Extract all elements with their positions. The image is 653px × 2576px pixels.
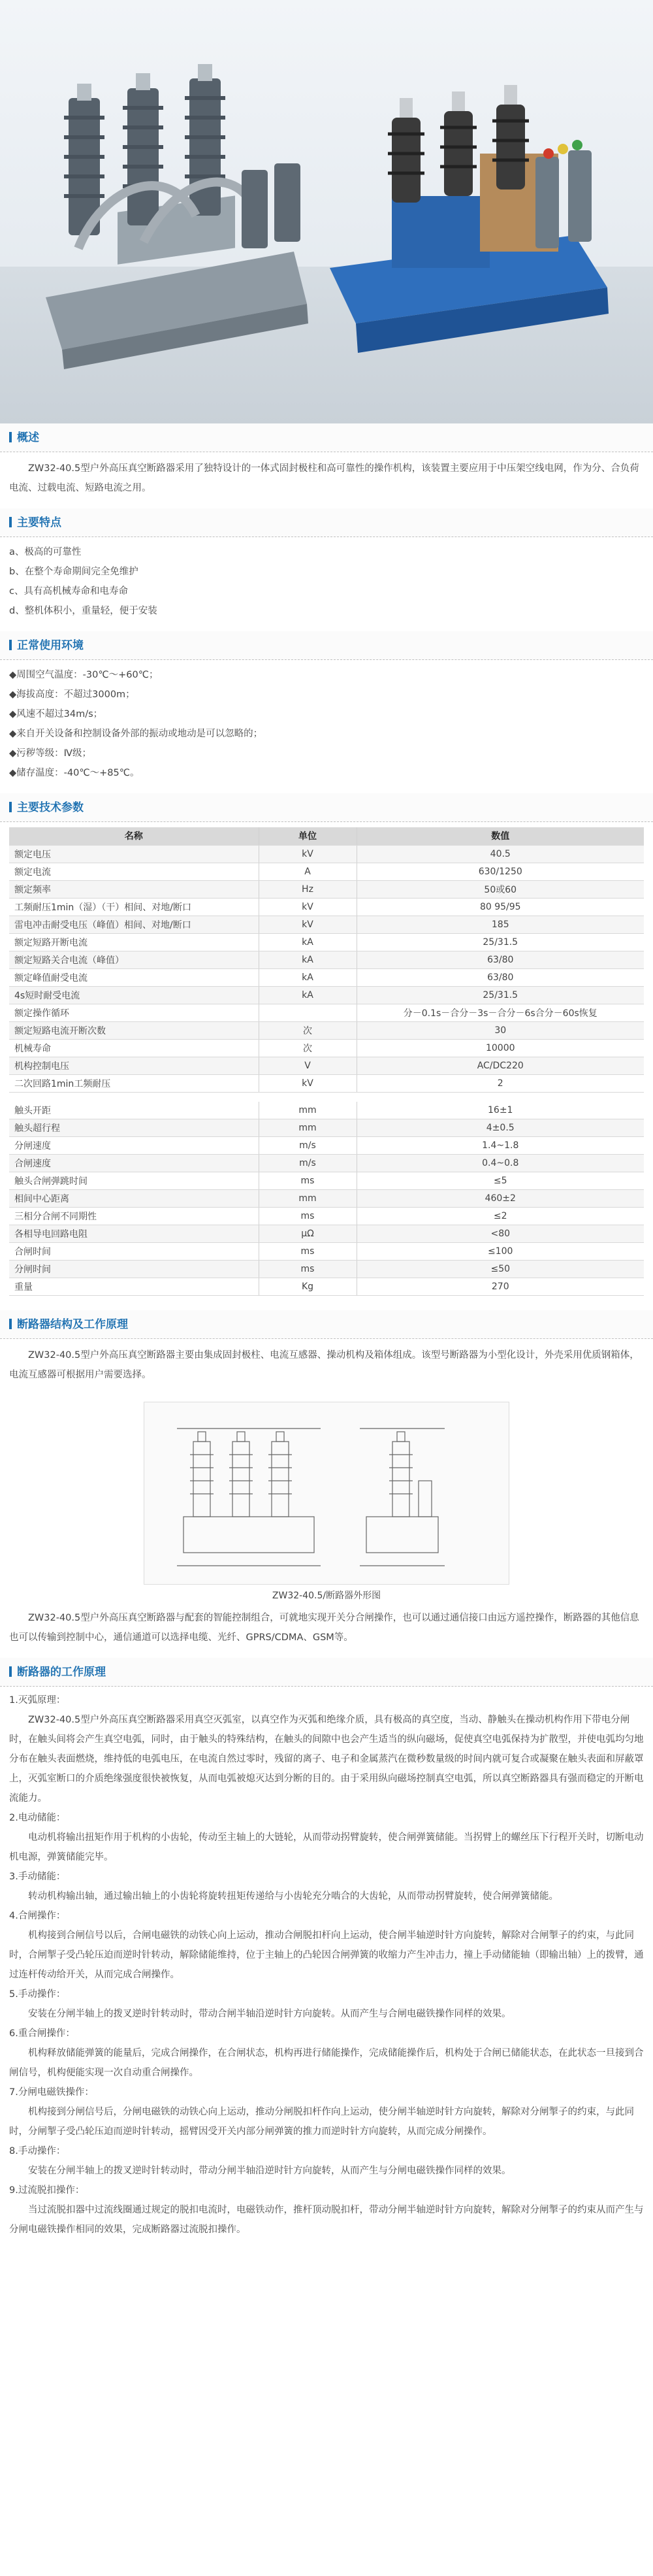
table-row (9, 1155, 644, 1172)
param-name-cell: 额定电压 (9, 845, 259, 863)
table-row (9, 898, 644, 916)
param-value-cell: <80 (357, 1225, 644, 1243)
principle-text: 安装在分闸半轴上的拨叉逆时针转动时，带动分闸半轴沿逆时针方向旋转，从而产生与分闸电磁铁操作同样的效果。 (28, 2166, 511, 2176)
grey-breaker-image (46, 64, 308, 369)
principle-heading: 1.灭弧原理： (9, 1695, 66, 1706)
table-row (9, 1004, 644, 1021)
table-row (9, 1074, 644, 1092)
param-unit-cell: m/s (259, 1155, 357, 1172)
principle-text: 当过流脱扣器中过流线圈通过规定的脱扣电流时，电磁铁动作，推杆顶动脱扣杆，带动分闸半轴逆时针方向旋转，解除对分闸掣子的约束从而产生与分闸电磁铁操作相同的效果，完成断路器过流脱扣操作。 (9, 2205, 644, 2235)
table-row (9, 1278, 644, 1296)
param-unit-cell: Hz (259, 880, 357, 898)
table-row (9, 986, 644, 1004)
param-value-cell: ≤50 (357, 1261, 644, 1278)
breaker-illustration (0, 0, 653, 423)
table-row (9, 1208, 644, 1225)
table-row (9, 1243, 644, 1261)
spec-table-mechanical (9, 1102, 644, 1296)
param-name-cell: 合闸速度 (9, 1155, 259, 1172)
list-item: c、具有高机械寿命和电寿命 (9, 586, 128, 597)
overview-text: ZW32-40.5型户外高压真空断路器采用了独特设计的一体式固封极柱和高可靠性的操作机构，该装置主要应用于中压架空线电网，作为分、合负荷电流、过载电流、短路电流之用。 (9, 463, 639, 493)
param-name-cell: 分闸时间 (9, 1261, 259, 1278)
param-value-cell: AC/DC220 (357, 1057, 644, 1074)
table-row (9, 845, 644, 863)
param-unit-cell: kA (259, 933, 357, 951)
param-value-cell: 270 (357, 1278, 644, 1296)
table-row (9, 863, 644, 880)
principle-heading: 6.重合闸操作： (9, 2028, 75, 2039)
param-unit-cell: kV (259, 898, 357, 916)
param-unit-cell: kA (259, 968, 357, 986)
param-unit-cell: ms (259, 1261, 357, 1278)
param-name-cell: 额定操作循环 (9, 1004, 259, 1021)
principle-heading: 5.手动操作： (9, 1989, 66, 2000)
param-unit-cell: A (259, 863, 357, 880)
column-header-name: 名称 (9, 827, 259, 845)
param-name-cell: 额定电流 (9, 863, 259, 880)
structure-text-2: ZW32-40.5型户外高压真空断路器与配套的智能控制组合，可就地实现开关分合闸操作，也可以通过通信接口由远方遥控操作，断路器的其他信息也可以传输到控制中心，通信通道可以选择电缆、光纤、GPRS/CDMA、GSM等。 (9, 1613, 639, 1643)
figure-caption: ZW32-40.5/断路器外形图 (272, 1591, 381, 1601)
param-value-cell: 460±2 (357, 1190, 644, 1208)
param-value-cell: 50或60 (357, 880, 644, 898)
param-unit-cell: ms (259, 1208, 357, 1225)
table-row (9, 968, 644, 986)
param-name-cell: 机构控制电压 (9, 1057, 259, 1074)
principle-text: 安装在分闸半轴上的拨叉逆时针转动时，带动合闸半轴沿逆时针方向旋转。从而产生与合闸电磁铁操作同样的效果。 (28, 2009, 511, 2019)
table-row (9, 1225, 644, 1243)
param-value-cell: 185 (357, 916, 644, 933)
param-name-cell: 相间中心距离 (9, 1190, 259, 1208)
table-row (9, 1261, 644, 1278)
param-value-cell: 40.5 (357, 845, 644, 863)
table-row (9, 1102, 644, 1119)
param-unit-cell: mm (259, 1102, 357, 1119)
param-value-cell: 10000 (357, 1039, 644, 1057)
param-name-cell: 三相分合闸不同期性 (9, 1208, 259, 1225)
features-list (0, 537, 653, 631)
spec-table-electrical (9, 827, 644, 1093)
section-title-overview: 概述 (0, 423, 653, 452)
principle-text: 机构接到合闸信号以后，合闸电磁铁的动铁心向上运动，推动合闸脱扣杆向上运动，使合闸半轴逆时针方向旋转，解除对合闸掣子的约束，与此同时，合闸掣子受凸轮压迫而逆时针转动，解除储能维持，位于主轴上的凸轮因合闸弹簧的收缩力产生冲击力，撞上手动储能轴（即输出轴）上的拨臂，通过连杆传动给开关，从而完成合闸操作。 (9, 1930, 644, 1980)
param-name-cell: 各相导电回路电阻 (9, 1225, 259, 1243)
environment-list (0, 660, 653, 793)
table-row (9, 880, 644, 898)
principle-heading: 8.手动操作： (9, 2146, 66, 2156)
table-row (9, 1190, 644, 1208)
principle-heading: 3.手动储能： (9, 1872, 66, 1882)
table-row (9, 933, 644, 951)
param-value-cell: ≤100 (357, 1243, 644, 1261)
param-value-cell: 25/31.5 (357, 933, 644, 951)
param-name-cell: 雷电冲击耐受电压（峰值）相间、对地/断口 (9, 916, 259, 933)
param-value-cell: 16±1 (357, 1102, 644, 1119)
table-row (9, 1119, 644, 1137)
param-name-cell: 额定短路电流开断次数 (9, 1021, 259, 1039)
list-item: b、在整个寿命期间完全免维护 (9, 567, 138, 577)
list-item: ◆储存温度：-40℃～+85℃。 (9, 768, 140, 778)
section-title-features: 主要特点 (0, 508, 653, 537)
principle-heading: 2.电动储能： (9, 1813, 66, 1823)
param-value-cell: 63/80 (357, 968, 644, 986)
blue-breaker-image (330, 85, 609, 353)
table-row (9, 1039, 644, 1057)
principle-heading: 4.合闸操作： (9, 1911, 66, 1921)
principle-text: 转动机构输出轴，通过输出轴上的小齿轮将旋转扭矩传递给与小齿轮充分啮合的大齿轮，从而带动拐臂旋转，使合闸弹簧储能。 (28, 1891, 558, 1902)
param-name-cell: 合闸时间 (9, 1243, 259, 1261)
param-unit-cell: 次 (259, 1021, 357, 1039)
param-unit-cell (259, 1004, 357, 1021)
param-value-cell: 630/1250 (357, 863, 644, 880)
principle-text: 机构释放储能弹簧的能量后，完成合闸操作，在合闸状态，机构再进行储能操作，完成储能操作后，机构处于合闸已储能状态，在此状态一旦接到合闸信号，机构便能实现一次自动重合闸操作。 (9, 2048, 644, 2078)
param-unit-cell: kV (259, 916, 357, 933)
param-name-cell: 机械寿命 (9, 1039, 259, 1057)
list-item: a、极高的可靠性 (9, 547, 82, 557)
param-unit-cell: kV (259, 1074, 357, 1092)
param-unit-cell: μΩ (259, 1225, 357, 1243)
param-unit-cell: m/s (259, 1137, 357, 1155)
param-value-cell: 0.4~0.8 (357, 1155, 644, 1172)
section-title-environment: 正常使用环境 (0, 631, 653, 660)
list-item: ◆风速不超过34m/s； (9, 709, 103, 719)
principle-text: 电动机将输出扭矩作用于机构的小齿轮，传动至主轴上的大链轮，从而带动拐臂旋转，使合闸弹簧储能。当拐臂上的螺丝压下行程开关时，切断电动机电源，弹簧储能完毕。 (9, 1832, 644, 1862)
principle-text: 机构接到分闸信号后，分闸电磁铁的动铁心向上运动，推动分闸脱扣杆作向上运动，使分闸半轴逆时针方向旋转，解除对分闸掣子的约束，与此同时，分闸掣子受凸轮压迫而逆时针转动，摇臂因受开关内部分闸弹簧的推力而逆时针方向旋转，从而完成分闸操作。 (9, 2107, 634, 2137)
param-value-cell: 80 95/95 (357, 898, 644, 916)
list-item: ◆污秽等级：Ⅳ级； (9, 748, 92, 759)
list-item: d、整机体积小，重量轻，便于安装 (9, 606, 157, 616)
param-name-cell: 额定频率 (9, 880, 259, 898)
table-row (9, 1172, 644, 1190)
table-row (9, 1057, 644, 1074)
table-row (9, 1137, 644, 1155)
table-row (9, 916, 644, 933)
section-title-specs: 主要技术参数 (0, 793, 653, 822)
principle-text: ZW32-40.5型户外高压真空断路器采用真空灭弧室，以真空作为灭弧和绝缘介质，具有极高的真空度，当动、静触头在操动机构作用下带电分闸时，在触头间将会产生真空电弧，同时，由于触头的特殊结构，在触头的间隙中也会产生适当的纵向磁场，促使真空电弧保持为扩散型，并使电弧均匀地分布在触头表面燃烧，维持低的电弧电压，在电流自然过零时，残留的离子、电子和金属蒸汽在微秒数量级的时间内就可复合或凝聚在触头表面和屏蔽罩上，灭弧室断口的介质绝缘强度很快被恢复，从而电弧被熄灭达到分断的目的。由于采用纵向磁场控制真空电弧，所以真空断路器具有强而稳定的开断电流能力。 (9, 1715, 644, 1804)
param-name-cell: 额定峰值耐受电流 (9, 968, 259, 986)
param-unit-cell: ms (259, 1243, 357, 1261)
param-value-cell: 2 (357, 1074, 644, 1092)
param-unit-cell: V (259, 1057, 357, 1074)
list-item: ◆海拔高度：不超过3000m； (9, 689, 135, 700)
param-value-cell: 63/80 (357, 951, 644, 968)
param-name-cell: 4s短时耐受电流 (9, 986, 259, 1004)
section-title-principle: 断路器的工作原理 (0, 1658, 653, 1687)
param-unit-cell: kA (259, 986, 357, 1004)
structure-text: ZW32-40.5型户外高压真空断路器主要由集成固封极柱、电流互感器、操动机构及箱体组成。该型号断路器为小型化设计，外壳采用优质钢箱体，电流互感器可根据用户需要选择。 (9, 1350, 639, 1380)
principle-heading: 9.过流脱扣操作： (9, 2185, 85, 2196)
param-unit-cell: 次 (259, 1039, 357, 1057)
param-unit-cell: mm (259, 1119, 357, 1137)
param-name-cell: 分闸速度 (9, 1137, 259, 1155)
outline-drawing (144, 1402, 509, 1585)
param-value-cell: 30 (357, 1021, 644, 1039)
param-unit-cell: kA (259, 951, 357, 968)
param-value-cell: 1.4~1.8 (357, 1137, 644, 1155)
param-name-cell: 额定短路开断电流 (9, 933, 259, 951)
list-item: ◆来自开关设备和控制设备外部的振动或地动是可以忽略的； (9, 729, 263, 739)
param-value-cell: 分－0.1s－合分－3s－合分－6s合分－60s恢复 (357, 1004, 644, 1021)
param-unit-cell: Kg (259, 1278, 357, 1296)
param-unit-cell: mm (259, 1190, 357, 1208)
table-row (9, 951, 644, 968)
column-header-value: 数值 (357, 827, 644, 845)
param-name-cell: 触头超行程 (9, 1119, 259, 1137)
param-value-cell: 25/31.5 (357, 986, 644, 1004)
table-row (9, 1021, 644, 1039)
param-name-cell: 工频耐压1min（湿）（干）相间、对地/断口 (9, 898, 259, 916)
param-value-cell: ≤2 (357, 1208, 644, 1225)
column-header-unit: 单位 (259, 827, 357, 845)
param-name-cell: 触头开距 (9, 1102, 259, 1119)
outline-drawing-image (144, 1402, 510, 1585)
param-name-cell: 重量 (9, 1278, 259, 1296)
param-unit-cell: ms (259, 1172, 357, 1190)
principle-list (0, 1687, 653, 2246)
param-name-cell: 额定短路关合电流（峰值） (9, 951, 259, 968)
param-value-cell: ≤5 (357, 1172, 644, 1190)
param-value-cell: 4±0.5 (357, 1119, 644, 1137)
principle-heading: 7.分闸电磁铁操作： (9, 2087, 94, 2098)
list-item: ◆周围空气温度：-30℃～+60℃； (9, 670, 159, 680)
product-photo (0, 0, 653, 423)
param-name-cell: 二次回路1min工频耐压 (9, 1074, 259, 1092)
param-unit-cell: kV (259, 845, 357, 863)
param-name-cell: 触头合闸弹跳时间 (9, 1172, 259, 1190)
section-title-structure: 断路器结构及工作原理 (0, 1310, 653, 1339)
